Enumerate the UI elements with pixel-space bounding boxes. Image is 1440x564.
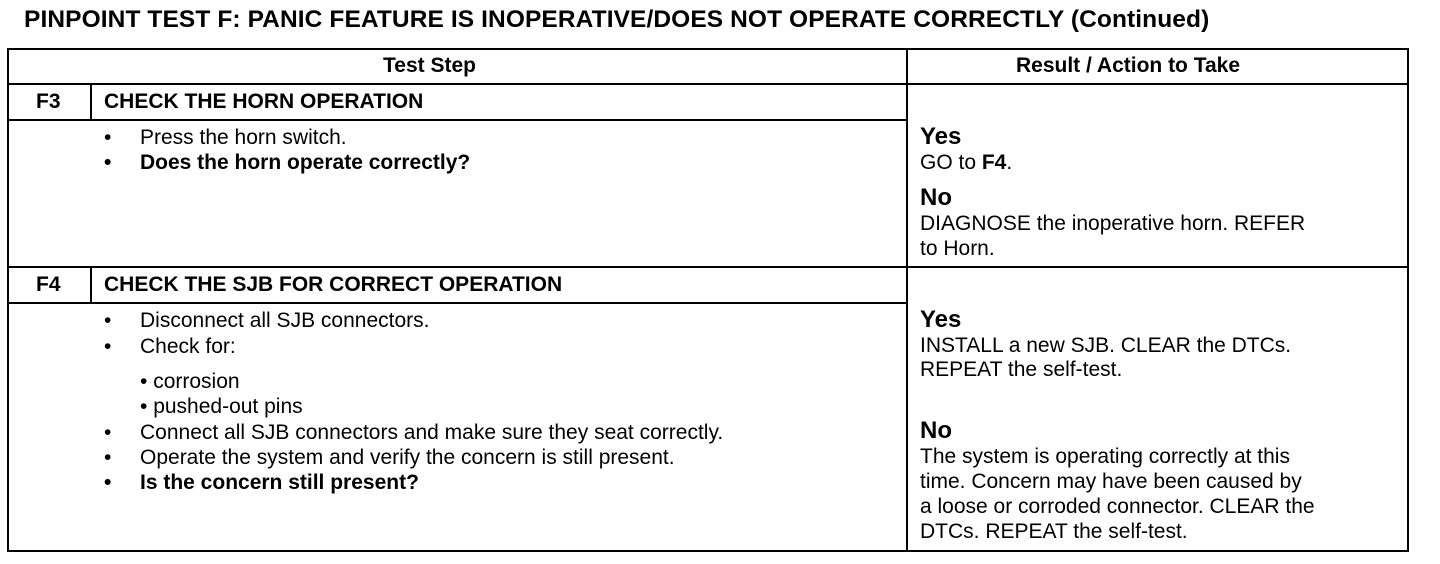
step-heading: CHECK THE SJB FOR CORRECT OPERATION <box>104 273 563 296</box>
no-label: No <box>920 184 952 211</box>
step-item: Disconnect all SJB connectors. <box>140 309 430 332</box>
bullet-icon: • <box>104 446 112 469</box>
column-divider <box>906 48 908 552</box>
step-item: Check for: <box>140 335 236 358</box>
step-heading: CHECK THE HORN OPERATION <box>104 90 424 113</box>
yes-action-line: INSTALL a new SJB. CLEAR the DTCs. <box>920 334 1292 357</box>
bullet-icon: • <box>104 126 112 149</box>
bullet-icon: • <box>104 421 112 444</box>
sub-item: • corrosion <box>140 370 240 393</box>
f4-heading-divider <box>7 302 908 304</box>
f4-id-divider <box>90 266 92 304</box>
step-id: F4 <box>36 273 61 296</box>
no-action-line: a loose or corroded connector. CLEAR the <box>920 495 1315 518</box>
yes-action: GO to F4. <box>920 151 1013 174</box>
step-item: Operate the system and verify the concern is still present. <box>140 446 675 469</box>
no-action-line: DTCs. REPEAT the self-test. <box>920 520 1188 543</box>
no-action-line: time. Concern may have been caused by <box>920 470 1302 493</box>
bullet-icon: • <box>104 471 112 494</box>
no-action-line: DIAGNOSE the inoperative horn. REFER <box>920 212 1306 235</box>
step-id: F3 <box>36 90 61 113</box>
yes-action-line: REPEAT the self-test. <box>920 358 1123 381</box>
bullet-icon: • <box>104 309 112 332</box>
header-test-step: Test Step <box>383 54 476 77</box>
f3-heading-divider <box>7 119 908 121</box>
header-divider <box>7 83 1409 85</box>
step-reference-link: F4 <box>981 151 1007 174</box>
sub-item: • pushed-out pins <box>140 395 303 418</box>
step-item: Connect all SJB connectors and make sure they seat correctly. <box>140 421 724 444</box>
step-question: Does the horn operate correctly? <box>140 151 471 174</box>
no-action-line: The system is operating correctly at this <box>920 445 1290 468</box>
header-result: Result / Action to Take <box>1016 54 1241 77</box>
no-action-line: to Horn. <box>920 237 995 260</box>
no-label: No <box>920 417 952 444</box>
step-item: Press the horn switch. <box>140 126 347 149</box>
yes-label: Yes <box>920 123 962 150</box>
page-title: PINPOINT TEST F: PANIC FEATURE IS INOPERATIVE/DOES NOT OPERATE CORRECTLY (Continued) <box>24 6 1210 33</box>
bullet-icon: • <box>104 151 112 174</box>
yes-label: Yes <box>920 306 962 333</box>
step-question: Is the concern still present? <box>140 471 419 494</box>
step-divider <box>7 266 1409 268</box>
f3-id-divider <box>90 83 92 121</box>
bullet-icon: • <box>104 335 112 358</box>
